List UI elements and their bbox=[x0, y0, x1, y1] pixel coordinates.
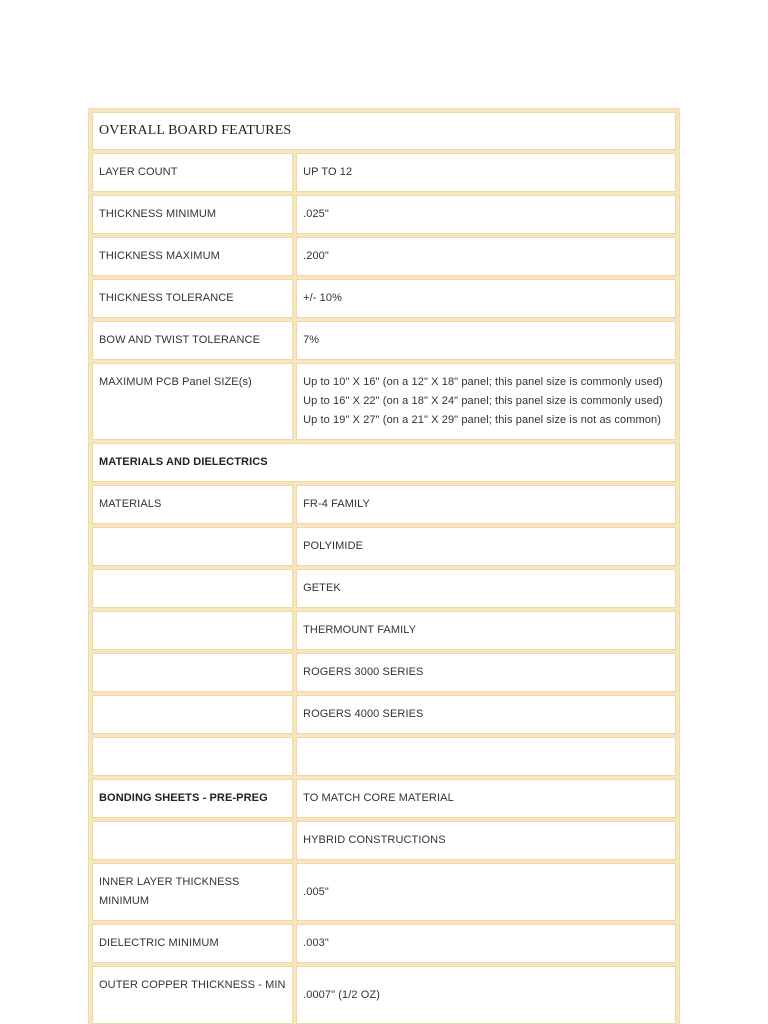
section-heading-materials: MATERIALS AND DIELECTRICS bbox=[92, 443, 676, 482]
table-row bbox=[92, 195, 676, 234]
row-label-bonding: BONDING SHEETS - PRE-PREG bbox=[92, 779, 293, 818]
table-row bbox=[92, 924, 676, 963]
row-label: DIELECTRIC MINIMUM bbox=[92, 924, 293, 963]
row-label: THICKNESS MINIMUM bbox=[92, 195, 293, 234]
table-row bbox=[92, 695, 676, 734]
row-value: .200" bbox=[296, 237, 676, 276]
board-features-table bbox=[88, 108, 680, 1024]
row-value: .0007" (1/2 OZ) bbox=[296, 966, 676, 1024]
row-label: LAYER COUNT bbox=[92, 153, 293, 192]
table-row bbox=[92, 863, 676, 921]
table-row bbox=[92, 821, 676, 860]
row-label-empty bbox=[92, 653, 293, 692]
row-label: MATERIALS bbox=[92, 485, 293, 524]
panel-size-row bbox=[92, 363, 676, 440]
row-label: THICKNESS MAXIMUM bbox=[92, 237, 293, 276]
table-row-empty bbox=[92, 737, 676, 776]
row-value: GETEK bbox=[296, 569, 676, 608]
table-title: OVERALL BOARD FEATURES bbox=[92, 112, 676, 150]
row-label-empty bbox=[92, 527, 293, 566]
row-value: ROGERS 3000 SERIES bbox=[296, 653, 676, 692]
table-row bbox=[92, 279, 676, 318]
row-value: .003" bbox=[296, 924, 676, 963]
panel-size-line: Up to 10" X 16" (on a 12" X 18" panel; this panel size is commonly used) bbox=[303, 376, 663, 388]
row-value: +/- 10% bbox=[296, 279, 676, 318]
table-row bbox=[92, 237, 676, 276]
table-row bbox=[92, 527, 676, 566]
row-label-empty bbox=[92, 821, 293, 860]
table-row bbox=[92, 485, 676, 524]
table-row bbox=[92, 653, 676, 692]
row-value: THERMOUNT FAMILY bbox=[296, 611, 676, 650]
row-value: .025" bbox=[296, 195, 676, 234]
row-label: BOW AND TWIST TOLERANCE bbox=[92, 321, 293, 360]
table-row bbox=[92, 569, 676, 608]
table-row bbox=[92, 966, 676, 1024]
row-label: OUTER COPPER THICKNESS - MIN bbox=[92, 966, 293, 1024]
panel-size-line: Up to 16" X 22" (on a 18" X 24" panel; this panel size is commonly used) bbox=[303, 395, 663, 407]
table-row bbox=[92, 779, 676, 818]
table-title-row bbox=[92, 112, 676, 150]
row-value-empty bbox=[296, 737, 676, 776]
row-value: POLYIMIDE bbox=[296, 527, 676, 566]
row-label-empty bbox=[92, 611, 293, 650]
table-row bbox=[92, 611, 676, 650]
row-value: .005" bbox=[296, 863, 676, 921]
table-row bbox=[92, 321, 676, 360]
row-value: 7% bbox=[296, 321, 676, 360]
row-label-empty bbox=[92, 569, 293, 608]
row-value: UP TO 12 bbox=[296, 153, 676, 192]
row-label: MAXIMUM PCB Panel SIZE(s) bbox=[92, 363, 293, 440]
row-label: THICKNESS TOLERANCE bbox=[92, 279, 293, 318]
row-label: INNER LAYER THICKNESS MINIMUM bbox=[92, 863, 293, 921]
table-row bbox=[92, 153, 676, 192]
row-value: HYBRID CONSTRUCTIONS bbox=[296, 821, 676, 860]
row-value: FR-4 FAMILY bbox=[296, 485, 676, 524]
row-value: TO MATCH CORE MATERIAL bbox=[296, 779, 676, 818]
row-value: ROGERS 4000 SERIES bbox=[296, 695, 676, 734]
board-features-table-container bbox=[88, 108, 680, 1024]
panel-size-line: Up to 19" X 27" (on a 21" X 29" panel; this panel size is not as common) bbox=[303, 414, 661, 426]
section-header-row bbox=[92, 443, 676, 482]
row-label-empty bbox=[92, 737, 293, 776]
row-label-empty bbox=[92, 695, 293, 734]
panel-size-values bbox=[296, 363, 676, 440]
